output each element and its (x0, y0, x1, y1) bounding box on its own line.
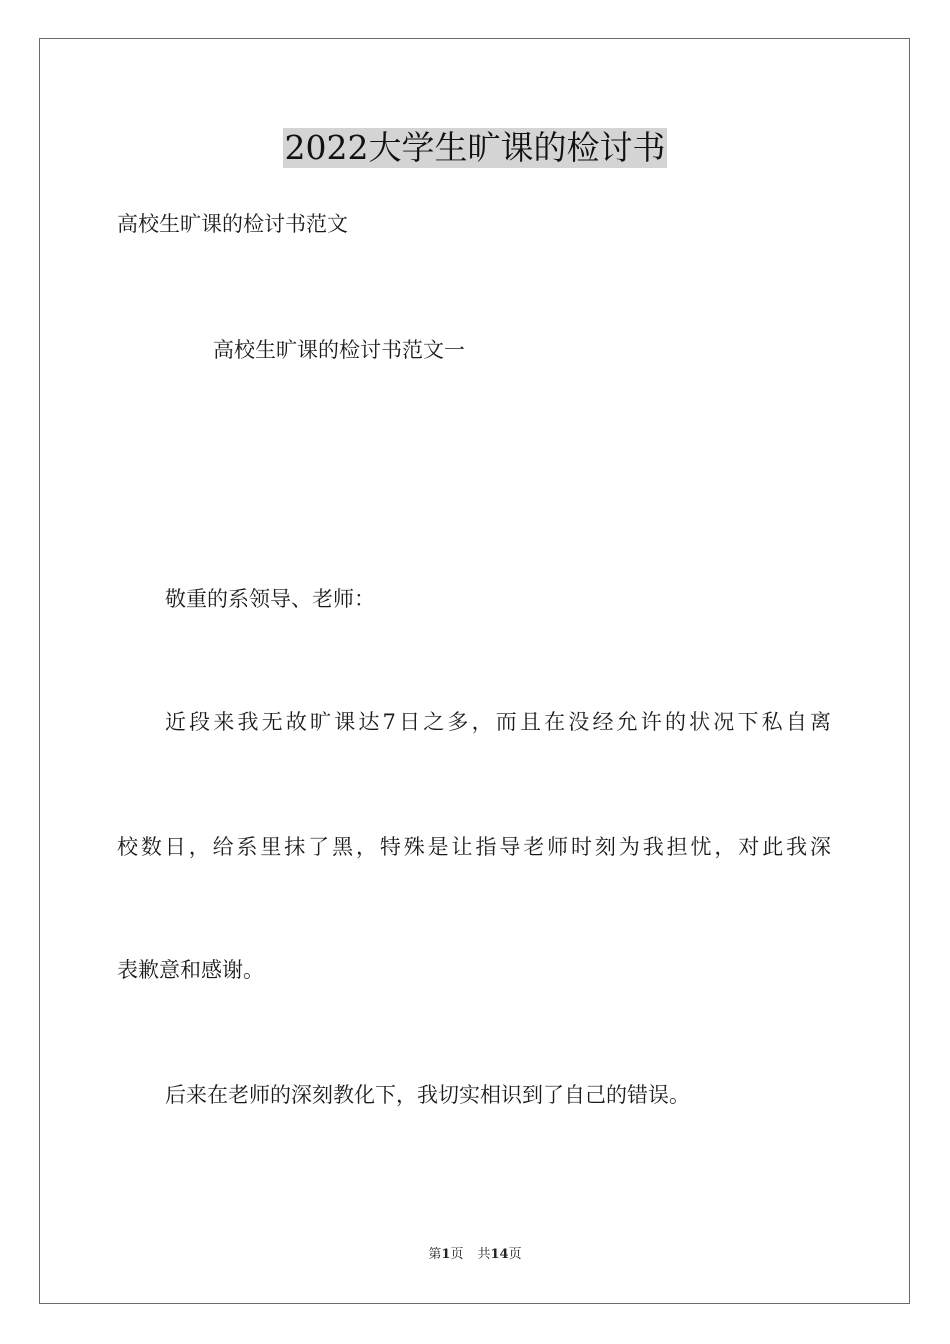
paragraph-1-line-1: 近段来我无故旷课达7日之多，而且在没经允许的状况下私自离 (165, 710, 831, 734)
footer-page-prefix: 第 (428, 1247, 442, 1262)
salutation: 敬重的系领导、老师： (165, 587, 375, 611)
paragraph-1-line-3: 表歉意和感谢。 (117, 958, 264, 982)
document-subtitle: 高校生旷课的检讨书范文 (117, 212, 348, 236)
footer-total-prefix: 共 (477, 1247, 491, 1262)
document-title: 2022大学生旷课的检讨书 (284, 128, 666, 167)
paragraph-1-line-2: 校数日，给系里抹了黑，特殊是让指导老师时刻为我担忧，对此我深 (117, 835, 831, 859)
paragraph-2-line-1: 后来在老师的深刻教化下，我切实相识到了自己的错误。 (165, 1083, 690, 1107)
footer-page-unit: 页 (450, 1247, 464, 1262)
footer-page-current: 1 (441, 1247, 451, 1262)
section-heading: 高校生旷课的检讨书范文一 (213, 338, 465, 362)
footer-page-total: 14 (490, 1247, 509, 1262)
page-footer (0, 1246, 950, 1264)
title-container (0, 128, 950, 168)
footer-total-unit: 页 (508, 1247, 522, 1262)
